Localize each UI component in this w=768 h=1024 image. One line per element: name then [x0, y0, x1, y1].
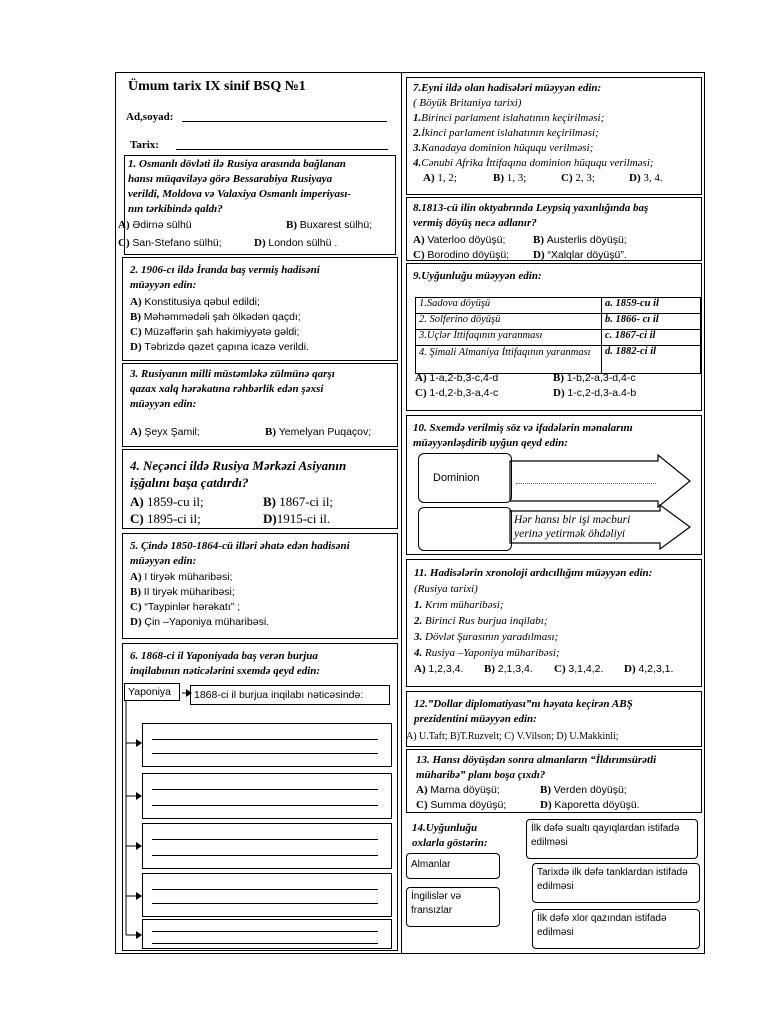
- q9-left-4: 4. Şimali Almaniya İttifaqının yaranması: [416, 346, 602, 374]
- q2-option-a[interactable]: A) Konstitusiya qəbul edildi;: [130, 296, 260, 308]
- question-11: [414, 565, 673, 677]
- answer-line: [152, 805, 378, 806]
- q2-text-line: 2. 1906-cı ildə İranda baş vermiş hadisəni: [130, 264, 320, 276]
- q14-left-germans[interactable]: Almanlar: [406, 853, 500, 879]
- worksheet-title: Ümum tarix IX sinif BSQ №1: [128, 79, 306, 94]
- q6-answer-box-1[interactable]: [142, 723, 392, 767]
- q9-text: 9.Uyğunluğu müəyyən edin:: [413, 270, 542, 282]
- q7-item-1: 1.Birinci parlament islahatının keçirilməsi;: [413, 112, 605, 124]
- q9-left-3: 3.Üçlər İttifaqının yaranması: [416, 330, 602, 346]
- q11-item-3: 3. Dövlət Şurasının yaradılması;: [414, 631, 559, 643]
- q11-subtitle: (Rusiya tarixi): [414, 583, 478, 595]
- q2-option-b[interactable]: B) Məhəmmədəli şah ölkədən qaçdı;: [130, 311, 301, 323]
- q13-text-line: 13. Hansı döyüşdən sonra almanların “İldırımsürətli: [416, 754, 657, 766]
- q14-right-2[interactable]: Tarixdə ilk dəfə tanklardan istifadə edilməsi: [532, 863, 700, 903]
- q9-matching-table: [415, 297, 701, 374]
- question-1: [128, 157, 351, 217]
- answer-line: [152, 855, 378, 856]
- q7-option-d[interactable]: D) 3, 4.: [629, 172, 663, 184]
- question-9: [413, 269, 542, 284]
- q13-option-a[interactable]: A) Marna döyüşü;: [416, 784, 500, 796]
- q7-option-b[interactable]: B) 1, 3;: [493, 172, 527, 184]
- table-row: [416, 330, 701, 346]
- q11-option-d[interactable]: D) 4,2,3,1.: [624, 663, 674, 675]
- q13-option-b[interactable]: B) Verden döyüşü;: [540, 784, 627, 796]
- q7-option-c[interactable]: C) 2, 3;: [561, 172, 595, 184]
- question-12: [414, 697, 633, 727]
- q5-option-a[interactable]: A) I tiryək müharibəsi;: [130, 571, 233, 583]
- arrow-right-icon: [510, 455, 690, 507]
- q6-text-line: inqilabının nəticələrini sxemdə qeyd edin:: [130, 665, 321, 677]
- q1-options: [118, 218, 372, 251]
- q9-left-1: 1.Sadova döyüşü: [416, 298, 602, 314]
- question-3: [130, 367, 335, 412]
- answer-line: [152, 943, 378, 944]
- q4-text-line: işğalını başa çatdırdı?: [130, 475, 249, 490]
- q5-text-line: 5. Çində 1850-1864-cü illəri əhatə edən hadisəni: [130, 540, 350, 552]
- q6-answer-box-5[interactable]: [142, 919, 392, 949]
- q12-text-line: prezidentini müəyyən edin:: [414, 713, 537, 725]
- date-label: Tarix:: [130, 139, 159, 151]
- q7-item-4: 4.Cənubi Afrika İttifaqına dominion hüququ verilməsi;: [413, 157, 654, 169]
- q9-right-2: b. 1866- cı il: [602, 314, 701, 330]
- arrow-head-icon: [186, 689, 192, 697]
- q13-text-line: müharibə” planı boşa çıxdı?: [416, 769, 546, 781]
- table-row: [416, 346, 701, 374]
- column-divider: [401, 73, 402, 953]
- answer-line: [152, 931, 378, 932]
- q9-right-1: a. 1859-cu il: [602, 298, 701, 314]
- question-4: [130, 457, 346, 527]
- q1-option-a[interactable]: A) Ədirnə sülhü: [118, 219, 192, 231]
- answer-line[interactable]: [516, 483, 656, 484]
- q9-option-d[interactable]: D) 1-c,2-d,3-a.4-b: [553, 387, 637, 399]
- q10-text-line: müəyyənləşdirib uyğun qeyd edin:: [413, 437, 568, 449]
- worksheet: [115, 72, 705, 954]
- q13-option-c[interactable]: C) Summa döyüşü;: [416, 799, 507, 811]
- q8-text-line: vermiş döyüş necə adlanır?: [413, 217, 537, 229]
- question-14: [412, 821, 487, 851]
- q6-answer-box-4[interactable]: [142, 873, 392, 917]
- revolution-results-box: 1868-ci il burjua inqilabı nəticəsində:: [190, 685, 390, 705]
- q2-text-line: müəyyən edin:: [130, 279, 197, 291]
- q4-option-d[interactable]: D)1915-ci il.: [263, 511, 331, 526]
- q3-option-a[interactable]: A) Şeyx Şamil;: [130, 426, 200, 438]
- q13-option-d[interactable]: D) Kaporetta döyüşü.: [540, 799, 640, 811]
- table-row: [416, 298, 701, 314]
- answer-line: [152, 839, 378, 840]
- q8-option-d[interactable]: D) “Xalqlar döyüşü”.: [533, 249, 627, 261]
- q3-text-line: 3. Rusiyanın milli müstəmləkə zülmünə qarşı: [130, 368, 335, 380]
- q1-option-c[interactable]: C) San-Stefano sülhü;: [118, 237, 222, 249]
- q11-text: 11. Hadisələrin xronoloji ardıcıllığını müəyyən edin:: [414, 567, 653, 579]
- q14-text-line: 14.Uyğunluğu: [412, 822, 478, 834]
- q10-definition: Hər hansı bir işi məcburi yerinə yetirmək öhdəliyi: [514, 514, 631, 540]
- question-7: [413, 81, 663, 186]
- q2-option-c[interactable]: C) Müzəffərin şah hakimiyyətə gəldi;: [130, 326, 300, 338]
- q1-option-d[interactable]: D) London sülhü .: [254, 237, 338, 249]
- q11-item-1: 1. Krım müharibəsi;: [414, 599, 504, 611]
- q9-left-2: 2. Solferino döyüşü: [416, 314, 602, 330]
- q4-option-c[interactable]: C) 1895-ci il;: [130, 511, 201, 526]
- q9-option-b[interactable]: B) 1-b,2-a,3-d,4-c: [553, 372, 636, 384]
- q3-text-line: qazax xalq hərəkatına rəhbərlik edən şəxsi: [130, 383, 324, 395]
- q1-option-b[interactable]: B) Buxarest sülhü;: [286, 219, 373, 231]
- q14-right-1[interactable]: İlk dəfə sualtı qayıqlardan istifadə edilməsi: [526, 819, 698, 859]
- q9-right-4: d. 1882-ci il: [602, 346, 701, 374]
- q11-item-2: 2. Birinci Rus burjua inqilabı;: [414, 615, 548, 627]
- q9-option-a[interactable]: A) 1-a,2-b,3-c,4-d: [415, 372, 499, 384]
- q10-text-line: 10. Sxemdə verilmiş söz və ifadələrin mənalarını: [413, 422, 633, 434]
- q9-option-c[interactable]: C) 1-d,2-b,3-a,4-c: [415, 387, 499, 399]
- q11-item-4: 4. Rusiya –Yaponiya müharibəsi;: [414, 647, 560, 659]
- name-field-line[interactable]: [182, 121, 387, 122]
- q14-text-line: oxlarla göstərin:: [412, 837, 488, 849]
- answer-line: [152, 789, 378, 790]
- answer-line: [152, 903, 378, 904]
- answer-line: [152, 889, 378, 890]
- q9-right-3: c. 1867-ci il: [602, 330, 701, 346]
- q5-option-c[interactable]: C) “Taypinlər hərəkatı” ;: [130, 601, 241, 613]
- q6-text-line: 6. 1868-ci il Yaponiyada baş verən burjua: [130, 650, 318, 662]
- q8-text-line: 8.1813-cü ilin oktyabrında Leypsiq yaxınlığında baş: [413, 202, 649, 214]
- date-field-line[interactable]: [176, 149, 388, 150]
- q9-options: [415, 371, 636, 401]
- q5-option-b[interactable]: B) II tiryək müharibəsi;: [130, 586, 235, 598]
- question-13: [416, 753, 656, 813]
- question-8: [413, 201, 648, 263]
- q7-subtitle: ( Böyük Britaniya tarixi): [413, 97, 522, 109]
- q14-right-3[interactable]: İlk dəfə xlor qazından istifadə edilməsi: [532, 909, 700, 949]
- dominion-box: Dominion: [418, 453, 512, 503]
- q2-option-d[interactable]: D) Təbrizdə qəzet çapına icazə verildi.: [130, 341, 309, 353]
- q4-option-b[interactable]: B) 1867-ci il;: [263, 494, 334, 509]
- q6-answer-box-3[interactable]: [142, 823, 392, 869]
- q1-text-line: verildi, Moldova və Valaxiya Osmanlı imperiyası-: [128, 188, 352, 200]
- q11-option-a[interactable]: A) 1,2,3,4.: [414, 663, 464, 675]
- q7-item-2: 2.İkinci parlament islahatının keçirilməsi;: [413, 127, 599, 139]
- q3-option-b[interactable]: B) Yemelyan Puqaçov;: [265, 426, 372, 438]
- q3-options: [130, 425, 371, 440]
- q7-item-3: 3.Kanadaya dominion hüququ verilməsi;: [413, 142, 594, 154]
- question-10: [413, 421, 633, 451]
- q14-left-british-french[interactable]: İngilislər və fransızlar: [406, 887, 500, 927]
- japan-box: Yaponiya: [124, 683, 180, 701]
- answer-line: [152, 739, 378, 740]
- term-answer-box[interactable]: [418, 507, 512, 551]
- q3-text-line: müəyyən edin:: [130, 398, 197, 410]
- question-5: [130, 539, 350, 630]
- q8-option-c[interactable]: C) Borodino döyüşü;: [413, 249, 510, 261]
- question-2: [130, 263, 320, 355]
- table-row: [416, 314, 701, 330]
- q7-text: 7.Eyni ildə olan hadisələri müəyyən edin:: [413, 82, 602, 94]
- q11-option-b[interactable]: B) 2,1,3,4.: [484, 663, 533, 675]
- q4-text-line: 4. Neçənci ildə Rusiya Mərkəzi Asiyanın: [130, 458, 347, 473]
- q12-options[interactable]: A) U.Taft; B)T.Ruzvelt; C) V.Vilson; D) U.Makkinli;: [406, 731, 619, 742]
- q1-text-line: 1. Osmanlı dövləti ilə Rusiya arasında bağlanan: [128, 158, 346, 170]
- q5-option-d[interactable]: D) Çin –Yaponiya müharibəsi.: [130, 616, 270, 628]
- q5-text-line: müəyyən edin:: [130, 555, 197, 567]
- q12-text-line: 12.”Dollar diplomatiyası”nı həyata keçirən ABŞ: [414, 698, 633, 710]
- q1-text-line: hansı müqaviləyə görə Bessarabiya Rusiyaya: [128, 173, 333, 185]
- answer-line: [152, 753, 378, 754]
- q1-text-line: nın tərkibində qaldı?: [128, 203, 223, 215]
- name-label: Ad,soyad:: [126, 111, 174, 123]
- q8-option-b[interactable]: B) Austerlis döyüşü;: [533, 234, 627, 246]
- q8-option-a[interactable]: A) Vaterloo döyüşü;: [413, 234, 506, 246]
- q4-option-a[interactable]: A) 1859-cu il;: [130, 494, 204, 509]
- q6-answer-box-2[interactable]: [142, 773, 392, 819]
- q7-option-a[interactable]: A) 1, 2;: [423, 172, 457, 184]
- q11-option-c[interactable]: C) 3,1,4,2.: [554, 663, 604, 675]
